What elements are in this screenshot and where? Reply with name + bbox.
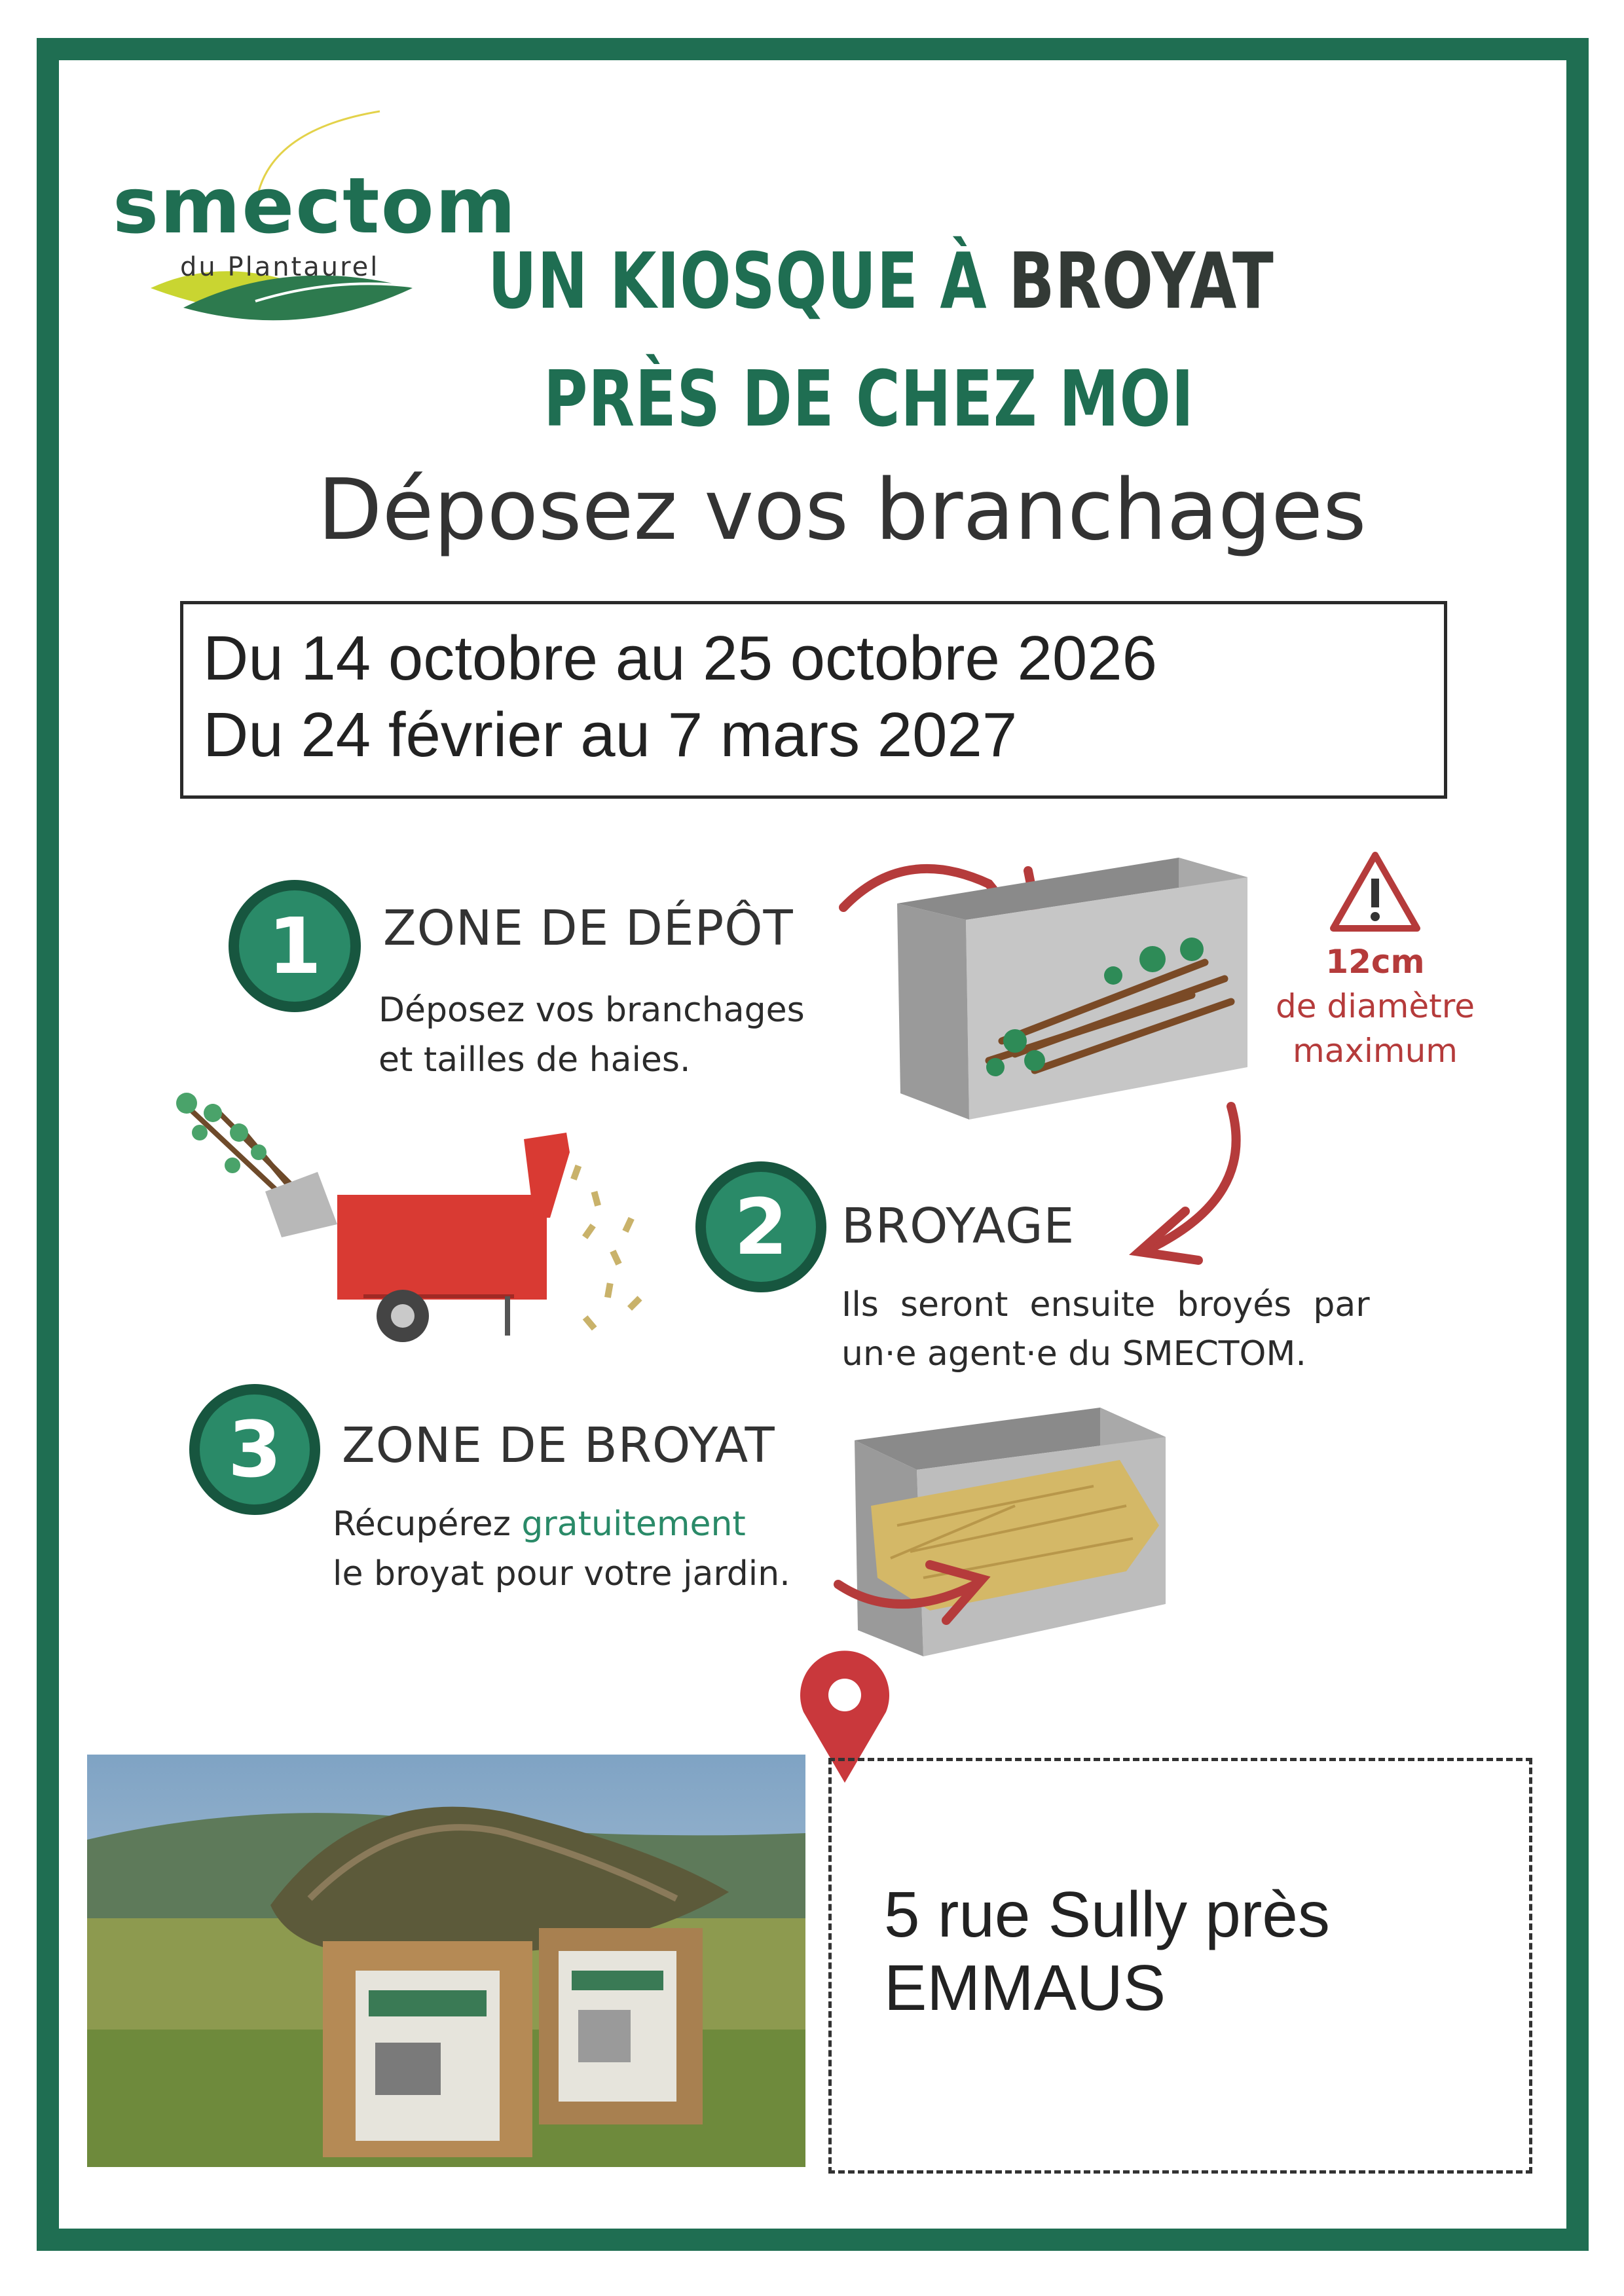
deposit-bin-illustration (838, 845, 1264, 1133)
arrow-to-step-2-icon (1126, 1100, 1257, 1264)
chipper-illustration (167, 1087, 684, 1349)
step-1-badge: 1 (239, 890, 350, 1002)
page-subtitle: Déposez vos branchages (318, 462, 1367, 559)
step-2-badge: 2 (706, 1172, 816, 1282)
logo-wordmark: smectom (113, 160, 517, 251)
step-2-text-2: un·e agent·e du SMECTOM. (841, 1334, 1306, 1374)
headline-part-2: BROYAT (1008, 236, 1274, 326)
headline-line-2: PRÈS DE CHEZ MOI (544, 354, 1194, 444)
step-3-text-2: le broyat pour votre jardin. (333, 1554, 790, 1594)
date-line-1: Du 14 octobre au 25 octobre 2026 (203, 623, 1158, 693)
warning-line-3: maximum (1293, 1032, 1458, 1070)
step-3-text-1-start: Récupérez (333, 1504, 522, 1544)
address-box (828, 1758, 1532, 2174)
date-line-2: Du 24 février au 7 mars 2027 (203, 700, 1018, 770)
address-line-1: 5 rue Sully près (884, 1878, 1330, 1950)
warning-size: 12cm (1325, 943, 1425, 981)
kiosk-photo (87, 1755, 805, 2167)
logo (105, 92, 517, 354)
headline-line-1 (488, 236, 1274, 326)
step-3-highlight: gratuitement (521, 1504, 746, 1544)
step-3-title: ZONE DE BROYAT (342, 1417, 775, 1474)
logo-subtitle: du Plantaurel (180, 252, 380, 282)
date-box (180, 601, 1447, 799)
broyat-bin-illustration (819, 1408, 1185, 1663)
step-1-title: ZONE DE DÉPÔT (383, 900, 794, 957)
step-3-text-1 (333, 1499, 746, 1549)
step-2-text-1: Ils seront ensuite broyés par (841, 1285, 1370, 1324)
address-line-2: EMMAUS (884, 1952, 1166, 2024)
step-3-badge: 3 (200, 1394, 310, 1504)
headline-part-1: UN KIOSQUE À (488, 236, 1009, 326)
step-2-title: BROYAGE (841, 1198, 1075, 1254)
step-1-text-1: Déposez vos branchages (378, 991, 805, 1030)
step-1-text-2: et tailles de haies. (378, 1040, 691, 1080)
warning-line-2: de diamètre (1276, 987, 1475, 1025)
warning-triangle-icon (1329, 851, 1421, 933)
